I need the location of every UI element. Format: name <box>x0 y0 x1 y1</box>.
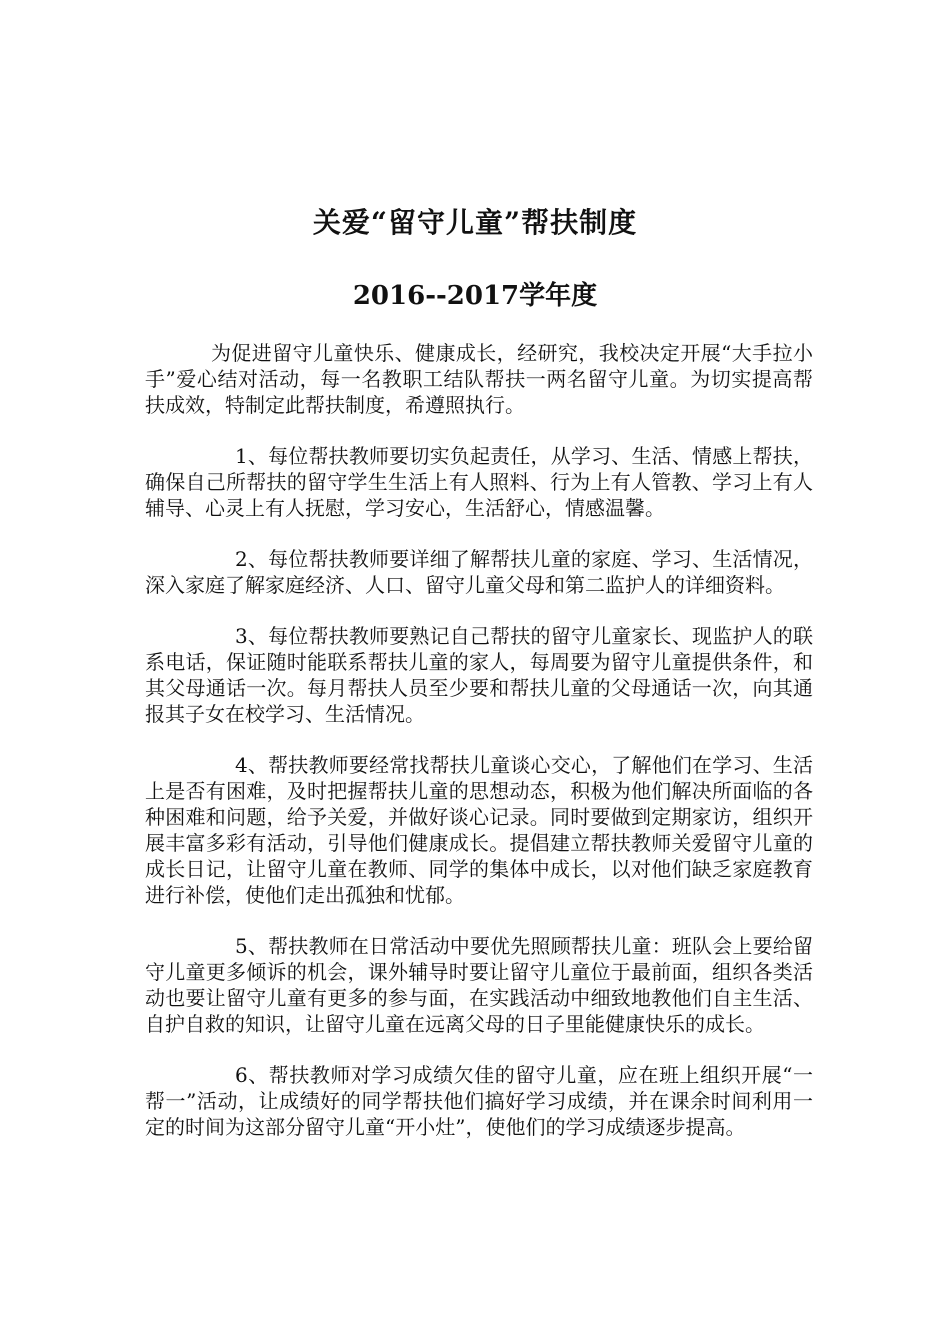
rule-item-5: 5、帮扶教师在日常活动中要优先照顾帮扶儿童：班队会上要给留守儿童更多倾诉的机会，课外辅导时要让留守儿童位于最前面，组织各类活动也要让留守儿童有更多的参与面，在实践活动中细致地教他们自主生活、自护自救的知识，让留守儿童在远离父母的日子里能健康快乐的成长。 <box>145 934 813 1036</box>
document-body <box>145 340 813 1165</box>
document-title: 关爱“留守儿童”帮扶制度 <box>312 206 638 239</box>
intro-paragraph: 为促进留守儿童快乐、健康成长，经研究，我校决定开展“大手拉小手”爱心结对活动，每一名教职工结队帮扶一两名留守儿童。为切实提高帮扶成效，特制定此帮扶制度，希遵照执行。 <box>145 341 813 417</box>
rule-item-2: 2、每位帮扶教师要详细了解帮扶儿童的家庭、学习、生活情况，深入家庭了解家庭经济、人口、留守儿童父母和第二监护人的详细资料。 <box>145 547 813 597</box>
rule-item-1: 1、每位帮扶教师要切实负起责任，从学习、生活、情感上帮扶，确保自己所帮扶的留守学生生活上有人照料、行为上有人管教、学习上有人辅导、心灵上有人抚慰，学习安心，生活舒心，情感温馨。 <box>145 444 813 520</box>
rule-item-6: 6、帮扶教师对学习成绩欠佳的留守儿童，应在班上组织开展“一帮一”活动，让成绩好的同学帮扶他们搞好学习成绩，并在课余时间利用一定的时间为这部分留守儿童“开小灶”，使他们的学习成绩逐步提高。 <box>145 1063 813 1139</box>
rule-item-4: 4、帮扶教师要经常找帮扶儿童谈心交心，了解他们在学习、生活上是否有困难，及时把握帮扶儿童的思想动态，积极为他们解决所面临的各种困难和问题，给予关爱，并做好谈心记录。同时要做到定期家访，组织开展丰富多彩有活动，引导他们健康成长。提倡建立帮扶教师关爱留守儿童的成长日记，让留守儿童在教师、同学的集体中成长，以对他们缺乏家庭教育进行补偿，使他们走出孤独和忧郁。 <box>145 753 813 907</box>
document-subtitle: 2016--2017学年度 <box>352 281 598 311</box>
rule-item-3: 3、每位帮扶教师要熟记自己帮扶的留守儿童家长、现监护人的联系电话，保证随时能联系帮扶儿童的家人，每周要为留守儿童提供条件，和其父母通话一次。每月帮扶人员至少要和帮扶儿童的父母通话一次，向其通报其子女在校学习、生活情况。 <box>145 624 813 726</box>
